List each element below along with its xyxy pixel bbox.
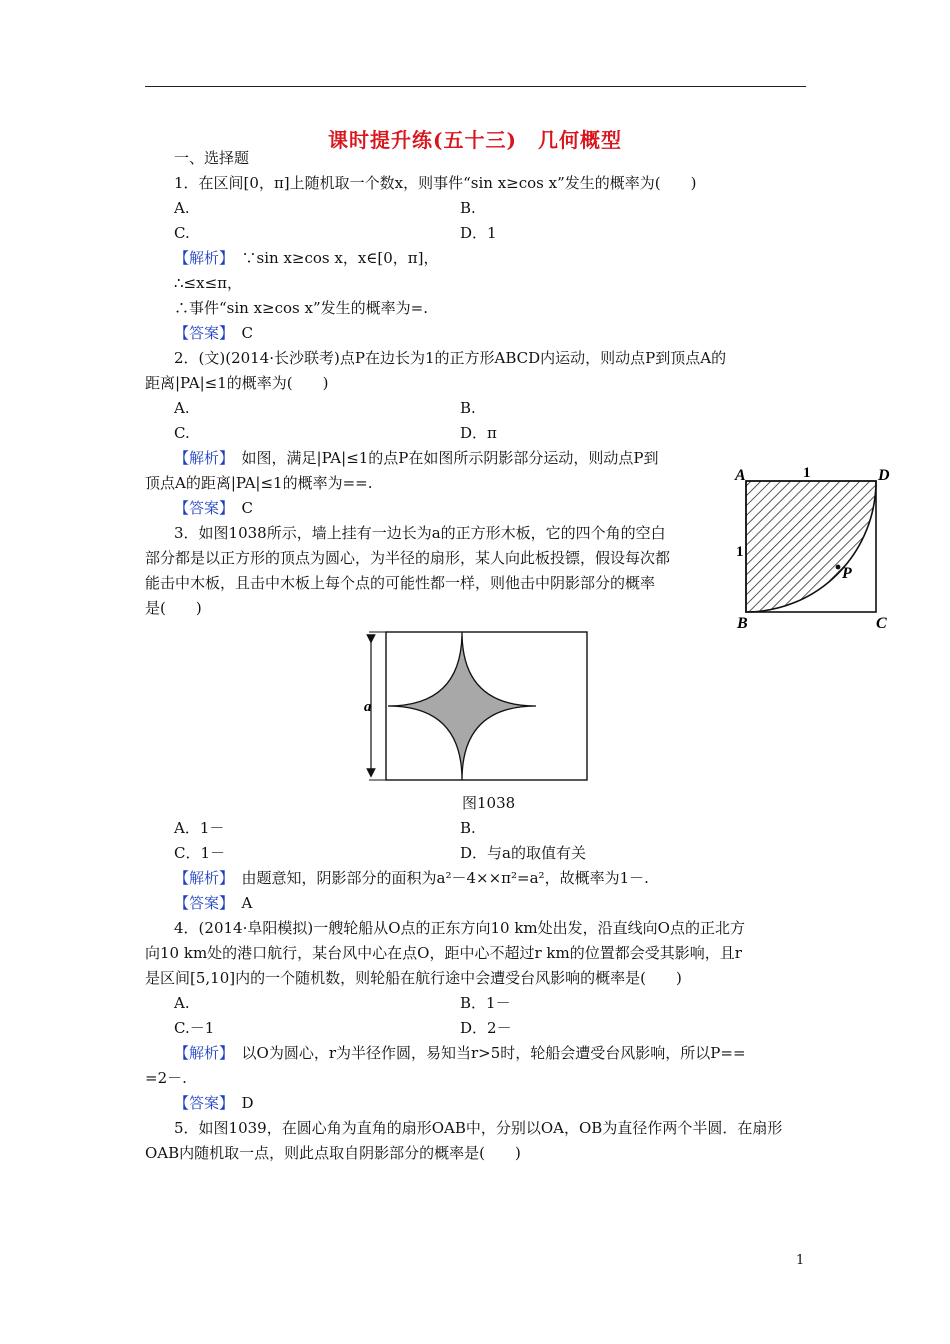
- q3-board-figure: [355, 625, 595, 790]
- q2-analysis-line2: 顶点A的距离|PA|≤1的概率为==.: [145, 474, 373, 492]
- q2-stem-line1: 2．(文)(2014·长沙联考)点P在边长为1的正方形ABCD内运动，则动点P到顶点A的: [174, 349, 727, 367]
- q3-analysis-line1: 由题意知，阴影部分的面积为a²－4××π²=a²，故概率为1－.: [241, 869, 649, 887]
- q2-square-figure: [732, 460, 892, 635]
- vertex-c-label: C: [876, 615, 887, 632]
- q2-option-c: C.: [174, 424, 190, 442]
- q3-option-a: A．1－: [174, 819, 225, 837]
- page-number: 1: [796, 1253, 805, 1268]
- q3-answer: [174, 893, 252, 913]
- analysis-label: 【解析】: [174, 449, 227, 467]
- q3-answer-value: A: [241, 894, 253, 912]
- analysis-label: 【解析】: [174, 249, 227, 267]
- q1-analysis-line3: ∴事件“sin x≥cos x”发生的概率为=.: [174, 299, 428, 317]
- q4-answer-value: D: [241, 1094, 254, 1112]
- header-rule: [145, 86, 806, 87]
- q3-option-d: D．与a的取值有关: [460, 844, 586, 862]
- q1-analysis-line1: ∵sin x≥cos x，x∈[0，π]，: [241, 249, 439, 267]
- q1-answer-value: C: [241, 324, 254, 342]
- star-shaded-region: [388, 632, 536, 780]
- q1-answer: [174, 323, 253, 343]
- q2-option-d: D．π: [460, 424, 497, 442]
- vertex-a-label: A: [735, 467, 746, 484]
- q4-analysis-line1: 以O为圆心，r为半径作圆，易知当r>5时，轮船会遭受台风影响，所以P==: [241, 1044, 746, 1062]
- q3-stem-line3: 能击中木板，且击中木板上每个点的可能性都一样，则他击中阴影部分的概率: [145, 574, 656, 592]
- q3-stem-line4: 是( ): [145, 599, 202, 617]
- q4-stem-line2: 向10 km处的港口航行，某台风中心在点O，距中心不超过r km的位置都会受其影响，且r: [145, 944, 742, 962]
- q2-stem-line2: 距离|PA|≤1的概率为( ): [145, 374, 329, 392]
- point-p-dot: [836, 565, 841, 570]
- q4-answer: [174, 1093, 254, 1113]
- vertex-d-label: D: [878, 467, 890, 484]
- q1-stem: 1．在区间[0，π]上随机取一个数x，则事件“sin x≥cos x”发生的概率为( ): [174, 174, 697, 192]
- q2-option-a: A.: [174, 399, 190, 417]
- q5-stem-line2: OAB内随机取一点，则此点取自阴影部分的概率是( ): [145, 1144, 521, 1162]
- side-length-top-label: 1: [803, 465, 811, 481]
- q1-option-b: B.: [460, 199, 476, 217]
- q2-analysis-line1: 如图，满足|PA|≤1的点P在如图所示阴影部分运动，则动点P到: [241, 449, 659, 467]
- analysis-label: 【解析】: [174, 869, 227, 887]
- q2-answer: [174, 498, 253, 518]
- answer-label: 【答案】: [174, 1094, 227, 1112]
- q4-stem-line3: 是区间[5,10]内的一个随机数，则轮船在航行途中会遭受台风影响的概率是( ): [145, 969, 682, 987]
- q2-answer-value: C: [241, 499, 254, 517]
- q3-option-b: B.: [460, 819, 476, 837]
- q4-option-c: C.－1: [174, 1019, 215, 1037]
- point-p-label: P: [842, 565, 852, 582]
- page-title: 课时提升练(五十三) 几何概型: [328, 128, 622, 152]
- answer-label: 【答案】: [174, 894, 227, 912]
- vertex-b-label: B: [737, 615, 748, 632]
- q1-analysis: [174, 248, 439, 268]
- q4-option-b: B．1－: [460, 994, 511, 1012]
- side-a-label: a: [364, 699, 372, 715]
- side-length-left-label: 1: [736, 544, 744, 560]
- analysis-label: 【解析】: [174, 1044, 227, 1062]
- q2-analysis: [174, 448, 659, 468]
- q1-option-a: A.: [174, 199, 190, 217]
- section-heading: 一、选择题: [174, 149, 250, 167]
- q3-figure-caption: 图1038: [462, 794, 516, 812]
- q3-option-c: C．1－: [174, 844, 226, 862]
- q2-option-b: B.: [460, 399, 476, 417]
- q5-stem-line1: 5．如图1039，在圆心角为直角的扇形OAB中，分别以OA，OB为直径作两个半圆．在扇形: [174, 1119, 783, 1137]
- answer-label: 【答案】: [174, 499, 227, 517]
- q1-option-c: C.: [174, 224, 190, 242]
- answer-label: 【答案】: [174, 324, 227, 342]
- q3-analysis: [174, 868, 649, 888]
- q1-option-d: D．1: [460, 224, 497, 242]
- q3-stem-line2: 部分都是以正方形的顶点为圆心，为半径的扇形，某人向此板投镖，假设每次都: [145, 549, 671, 567]
- q4-option-a: A.: [174, 994, 190, 1012]
- q4-analysis-line2: =2－.: [145, 1069, 187, 1087]
- quarter-circle-region: [746, 481, 876, 612]
- q4-stem-line1: 4．(2014·阜阳模拟)一艘轮船从O点的正东方向10 km处出发，沿直线向O点的正北方: [174, 919, 745, 937]
- q1-analysis-line2: ∴≤x≤π，: [174, 274, 242, 292]
- q4-analysis: [174, 1043, 746, 1063]
- q3-stem-line1: 3．如图1038所示，墙上挂有一边长为a的正方形木板，它的四个角的空白: [174, 524, 666, 542]
- q4-option-d: D．2－: [460, 1019, 512, 1037]
